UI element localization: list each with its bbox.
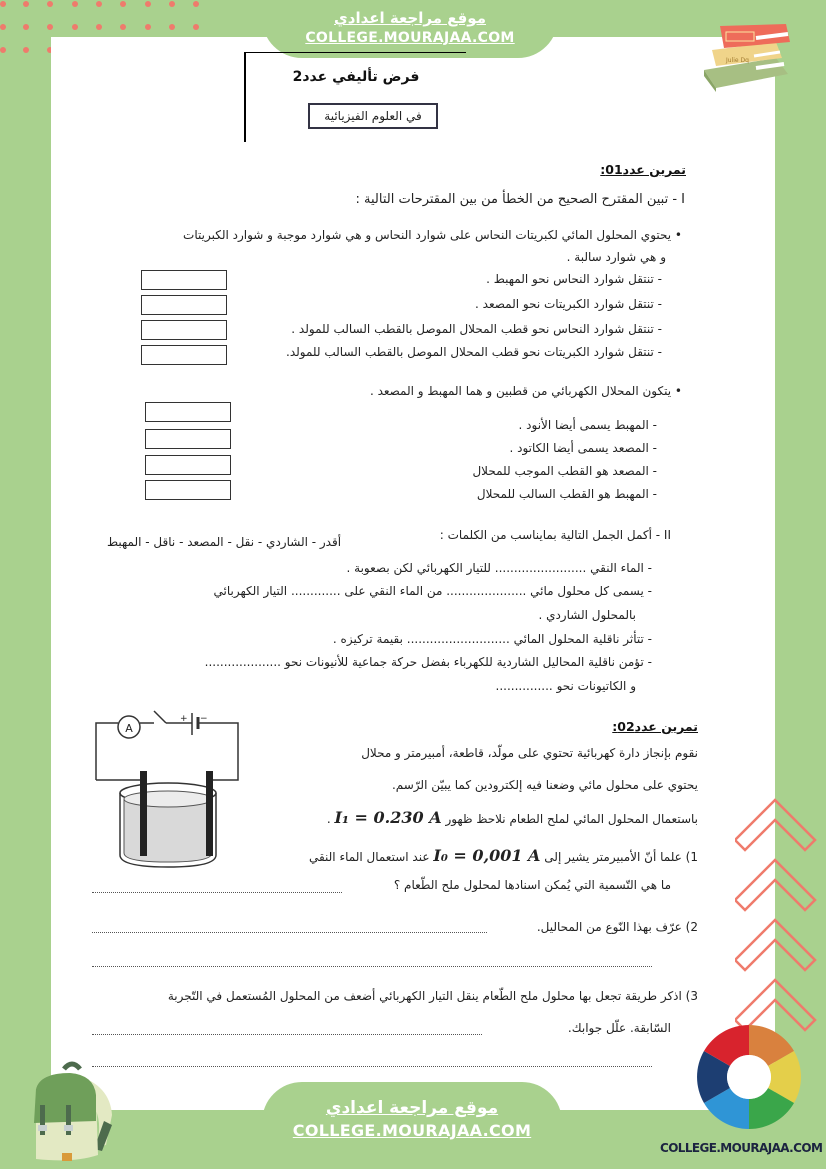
group2-item-3: - المصعد هو القطب الموجب للمحلال — [472, 464, 657, 478]
group2-stem-text: يتكون المحلال الكهربائي من قطبين و هما المهبط و المصعد . — [369, 384, 672, 398]
answer-line-q2a[interactable] — [92, 932, 487, 933]
site-banner-url[interactable]: COLLEGE.MOURAJAA.COM — [305, 30, 515, 46]
part2-line-2: - يسمى كل محلول مائي ..................... من الماء النقي على ............. التيار الكهربائي — [213, 584, 652, 598]
electrode-left — [140, 771, 147, 856]
exercise2-intro-3: باستعمال المحلول المائي لملح الطعام نلاحظ ظهور I₁ = 0.230 A . — [326, 808, 698, 827]
answer-line-q1[interactable] — [92, 892, 342, 893]
question-3-line2: السّابقة. علّل جوابك. — [567, 1021, 671, 1035]
group2-item-4: - المهبط هو القطب السالب للمحلال — [476, 487, 657, 501]
question-1-sub: ما هي التّسمية التي يُمكن اسنادها لمحلول ملح الطّعام ؟ — [393, 878, 671, 892]
site-banner-arabic[interactable]: موقع مراجعة اعدادي — [334, 9, 486, 27]
switch-icon — [154, 711, 166, 723]
answer-box-g2-2[interactable] — [145, 429, 231, 449]
part2-line-3: بالمحلول الشاردي . — [538, 608, 636, 622]
part1-instruction: I - تبين المقترح الصحيح من الخطأ من بين المقترحات التالية : — [355, 192, 685, 207]
exam-title: فرض تأليفي عدد2 — [292, 69, 420, 85]
answer-box-g1-3[interactable] — [141, 320, 227, 340]
part2-line-6: و الكاتيونات نحو ............... — [495, 679, 636, 693]
group2-stem: • يتكون المحلال الكهربائي من قطبين و هما المهبط و المصعد . — [369, 384, 682, 398]
part2-instruction: II - أكمل الجمل التالية بمايناسب من الكلمات : — [439, 528, 671, 542]
group1-item-1: - تنتقل شوارد النحاس نحو المهبط . — [486, 272, 662, 286]
svg-text:A: A — [125, 722, 133, 735]
site-banner-top[interactable] — [262, 0, 558, 58]
svg-text:Julie Dq: Julie Dq — [726, 57, 749, 64]
q1-text-b: عند استعمال الماء النقي — [308, 850, 430, 864]
answer-box-g2-4[interactable] — [145, 480, 231, 500]
question-3-line1 — [168, 989, 698, 1003]
footer-banner-url[interactable]: COLLEGE.MOURAJAA.COM — [292, 1121, 532, 1140]
exam-title-box — [244, 52, 466, 142]
question-1 — [309, 846, 698, 865]
question-2 — [537, 920, 698, 934]
answer-box-g1-4[interactable] — [141, 345, 227, 365]
answer-line-q3a[interactable] — [92, 1034, 482, 1035]
group2-item-2: - المصعد يسمى أيضا الكاتود . — [509, 441, 657, 455]
q3-text-1: اذكر طريقة تجعل بها محلول ملح الطّعام ينقل التيار الكهربائي أضعف من المحلول المُستعمل في التّجربة — [167, 989, 682, 1003]
group1-item-2: - تنتقل شوارد الكبريتات نحو المصعد . — [475, 297, 662, 311]
part2-line-4: - تتأثر ناقلية المحلول المائي ........................... بقيمة تركيزه . — [332, 632, 652, 646]
books-illustration-icon — [696, 12, 792, 92]
site-logo-wheel-icon[interactable] — [696, 1024, 802, 1130]
exam-subject: في العلوم الفيزيائية — [308, 103, 438, 129]
current-I0: I₀ = 0,001 A — [433, 846, 541, 865]
exercise2-intro-2: يحتوي على محلول مائي وضعنا فيه إلكترودين كما يبيّن الرّسم. — [391, 778, 698, 792]
answer-box-g1-1[interactable] — [141, 270, 227, 290]
answer-box-g2-1[interactable] — [145, 402, 231, 422]
exercise2-intro-1: نقوم بإنجاز دارة كهربائية تحتوي على مولّد، قاطعة، أمبيرمتر و محلال — [361, 746, 698, 760]
answer-box-g1-2[interactable] — [141, 295, 227, 315]
q1-text-a: علما أنّ الأمبيرمتر يشير إلى — [544, 850, 682, 864]
q3-num: 3) — [685, 989, 698, 1003]
footer-banner-arabic[interactable]: موقع مراجعة اعدادي — [325, 1098, 499, 1118]
current-I1: I₁ = 0.230 A — [334, 808, 442, 827]
group1-stem-line1: • يحتوي المحلول المائي لكبريتات النحاس على شوارد النحاس و هي شوارد موجبة و شوارد الكبريتات — [183, 228, 682, 242]
answer-line-q3b[interactable] — [92, 1066, 652, 1067]
group1-item-4: - تنتقل شوارد الكبريتات نحو قطب المحلال الموصل بالقطب السالب للمولد. — [286, 345, 662, 359]
svg-text:+: + — [180, 714, 188, 724]
site-logo-label[interactable]: COLLEGE.MOURAJAA.COM — [660, 1141, 823, 1155]
group2-item-1: - المهبط يسمى أيضا الأنود . — [518, 418, 657, 432]
q2-text: عرّف بهذا النّوع من المحاليل. — [536, 920, 682, 934]
electrolysis-circuit-diagram — [88, 705, 258, 880]
exercise2-heading: تمرين عدد02: — [612, 719, 698, 734]
part2-line-1: - الماء النقي ........................ للتيار الكهربائي لكن بصعوبة . — [346, 561, 652, 575]
svg-text:−: − — [200, 714, 208, 724]
group1-stem-text: يحتوي المحلول المائي لكبريتات النحاس على شوارد النحاس و هي شوارد موجبة و شوارد الكبريتات — [183, 228, 672, 242]
chevron-up-decoration-icon — [735, 790, 826, 1050]
answer-box-g2-3[interactable] — [145, 455, 231, 475]
q2-num: 2) — [685, 920, 698, 934]
part2-line-5: - تؤمن ناقلية المحاليل الشاردية للكهرباء بفضل حركة جماعية للأنيونات نحو .................... — [204, 655, 652, 669]
part2-word-bank: أقدر - الشاردي - نقل - المصعد - ناقل - المهبط — [107, 535, 342, 549]
q1-num: 1) — [685, 850, 698, 864]
group1-item-3: - تنتقل شوارد النحاس نحو قطب المحلال الموصل بالقطب السالب للمولد . — [291, 322, 662, 336]
group1-stem-line2: و هي شوارد سالبة . — [566, 250, 666, 264]
site-banner-bottom[interactable] — [262, 1082, 562, 1169]
answer-line-q2b[interactable] — [92, 966, 652, 967]
intro-3-text: باستعمال المحلول المائي لملح الطعام نلاحظ ظهور — [445, 812, 698, 826]
exercise1-heading: تمرين عدد01: — [600, 162, 686, 177]
backpack-illustration-icon — [14, 1055, 114, 1165]
electrode-right — [206, 771, 213, 856]
